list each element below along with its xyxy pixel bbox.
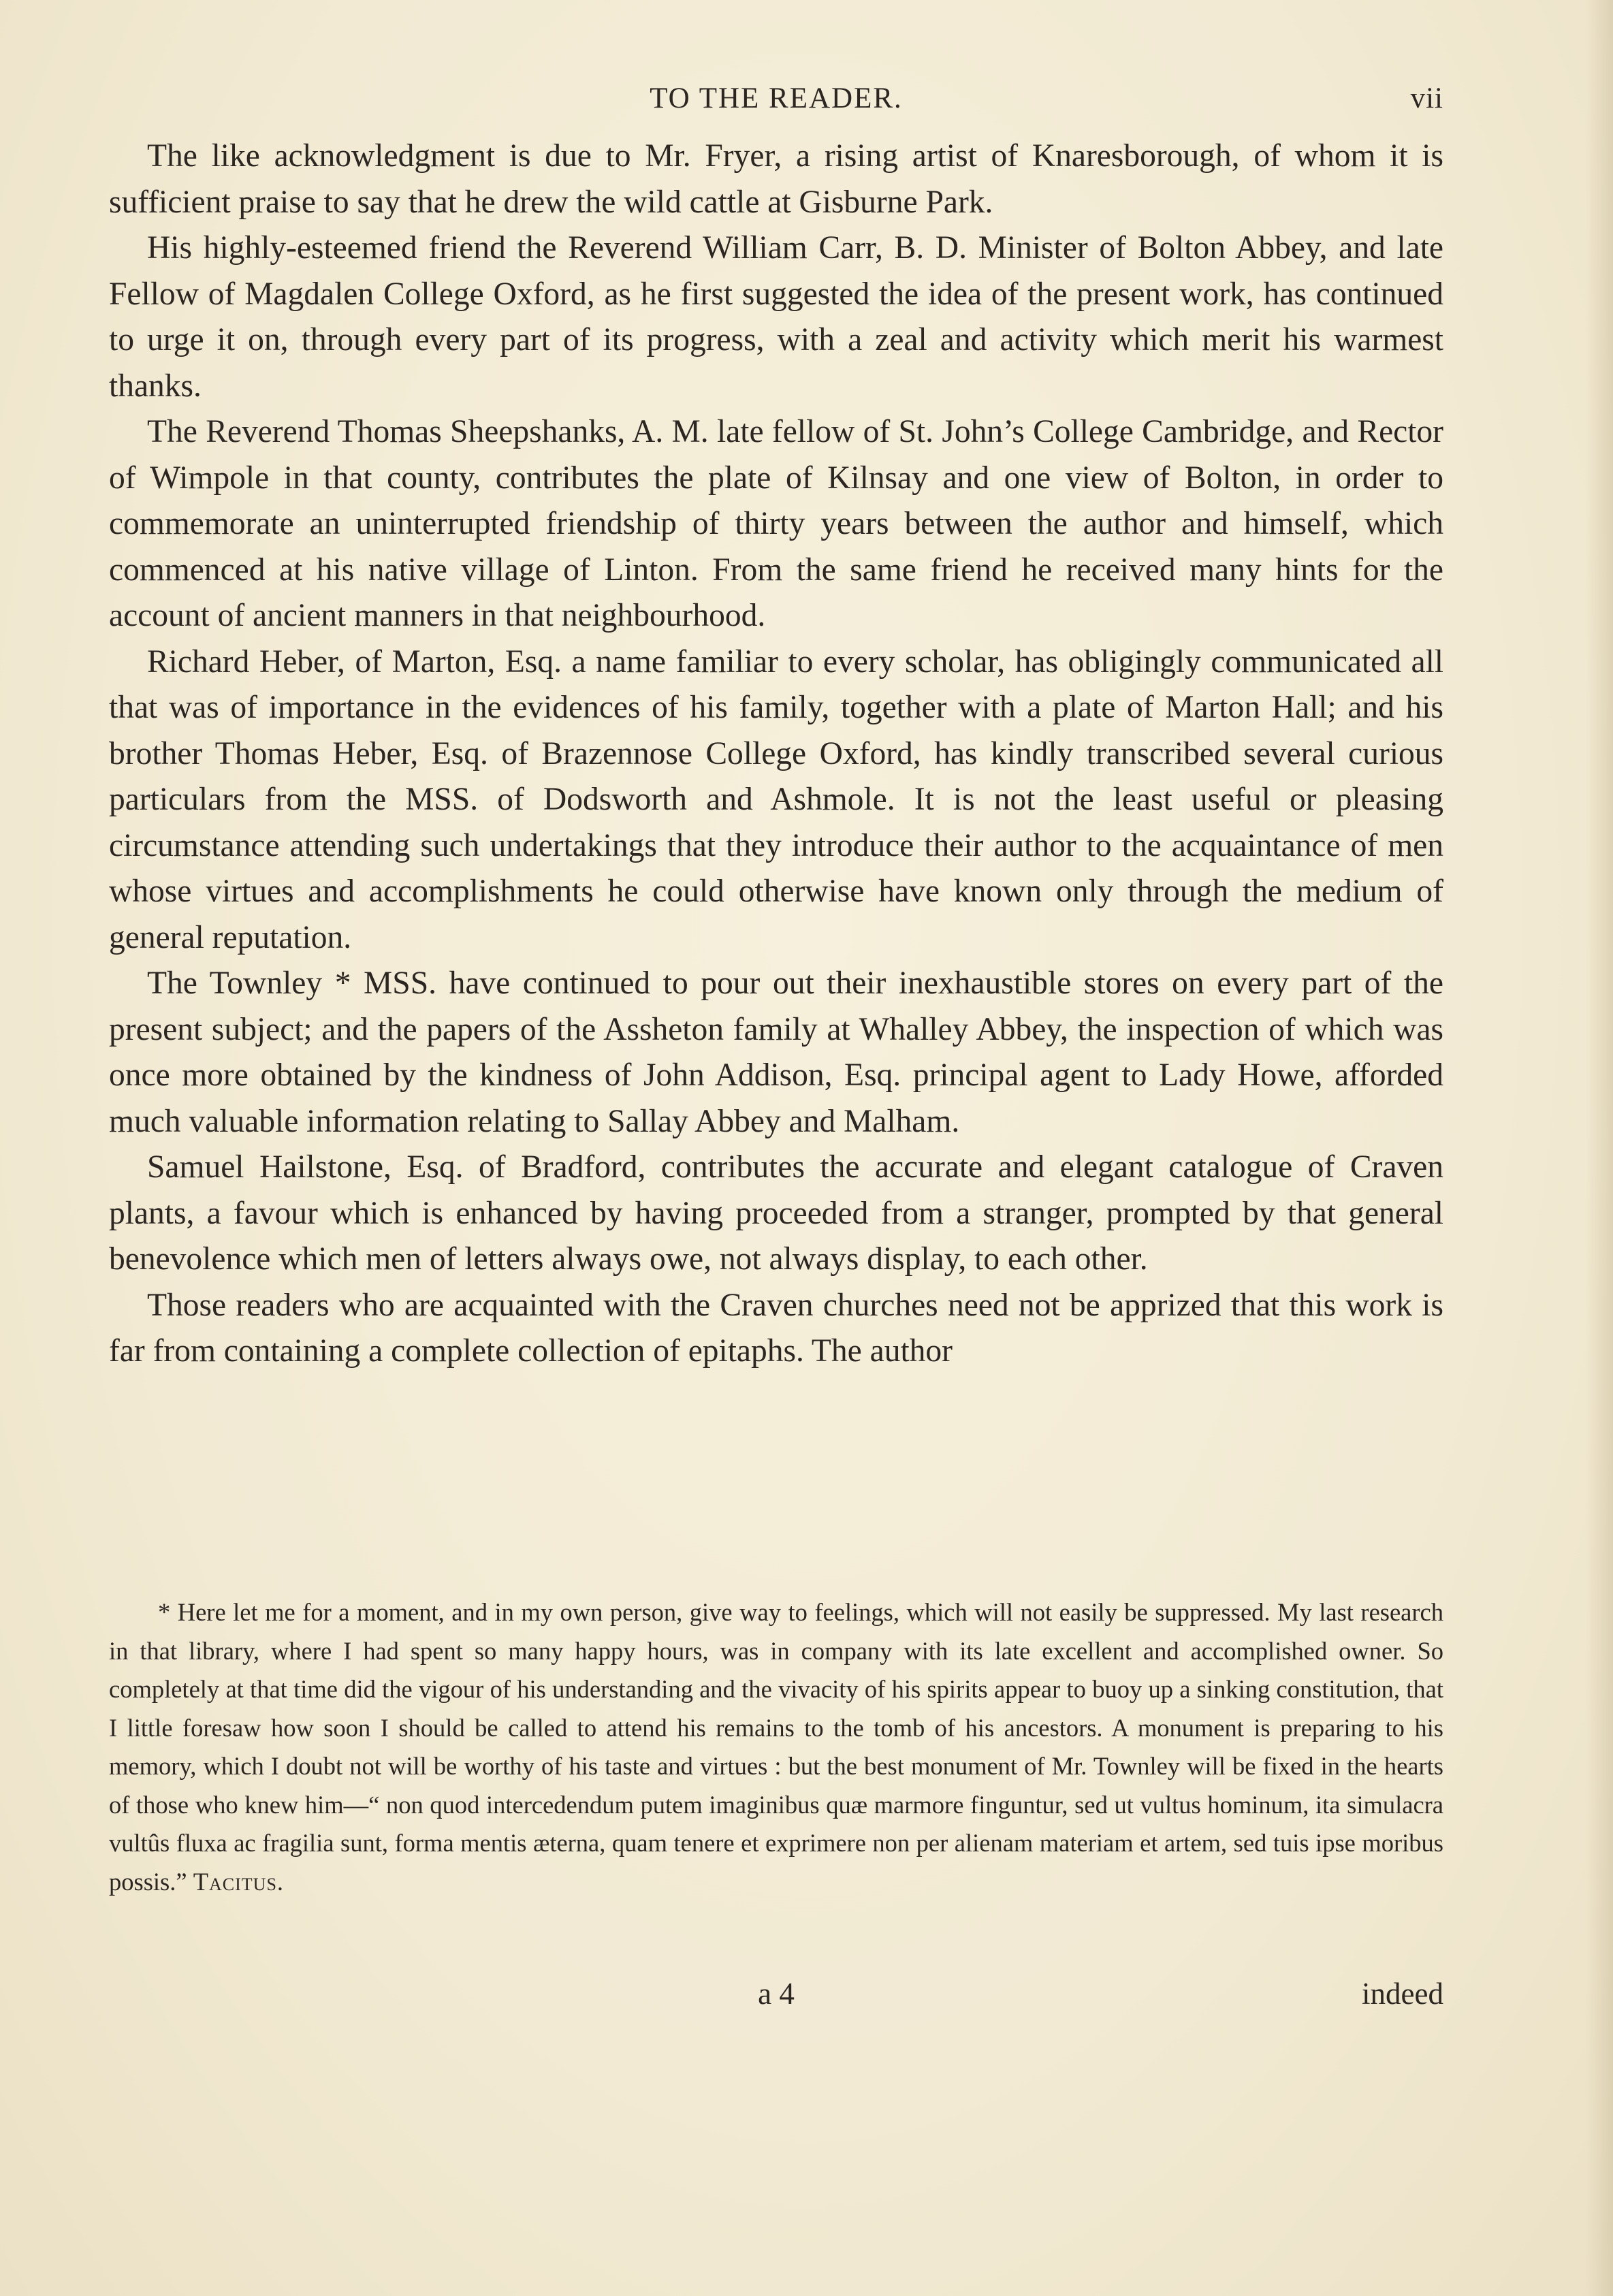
running-title: TO THE READER. [650,82,903,114]
paragraph: The Reverend Thomas Sheepshanks, A. M. late fellow of St. John’s College Cambridge, and Rector of Wimpole in that county, contributes the plate of Kilnsay and one view of Bolton, in order to commemorate an uninterrupted friendship of thirty years between the author and himself, which commenced at his native village of Linton. From the same friend he received many hints for the account of ancient manners in that neighbourhood. [109,414,1443,633]
page-footer [109,1973,1443,2017]
paragraph: Samuel Hailstone, Esq. of Bradford, contributes the accurate and elegant catalogue of Craven plants, a favour which is enhanced by having proceeded from a stranger, prompted by that general benevolence which men of letters always owe, not always display, to each other. [109,1149,1443,1277]
footnote [109,1593,1443,1901]
signature-mark: a 4 [758,1977,795,2011]
footnote-text: * Here let me for a moment, and in my own person, give way to feelings, which will not easily be suppressed. My last research in that library, where I had spent so many happy hours, was in company with its late excellent and accomplished owner. So completely at that time did the vigour of his understanding and the vivacity of his spirits appear to buoy up a sinking constitution, that I little foresaw how soon I should be called to attend his remains to the tomb of his ancestors. A monument is preparing to his memory, which I doubt not will be worthy of his taste and virtues : but the best monument of Mr. Townley will be fixed in the hearts of those who knew him—“ non quod intercedendum putem imaginibus quæ marmore finguntur, sed ut vultus hominum, ita simulacra vultûs fluxa ac fragilia sunt, forma mentis æterna, quam tenere et exprimere non per alienam materiam et artem, sed tuis ipse moribus possis.” [109,1598,1443,1896]
running-head [109,76,1443,124]
footnote-attribution: Tacitus. [193,1867,285,1896]
page-number: vii [1410,82,1443,114]
catchword: indeed [1362,1977,1443,2011]
footnote-block [109,1593,1443,1901]
paragraph: His highly-esteemed friend the Reverend William Carr, B. D. Minister of Bolton Abbey, and late Fellow of Magdalen College Oxford, as he first suggested the idea of the present work, has continued to urge it on, through every part of its progress, with a zeal and activity which merit his warmest thanks. [109,230,1443,404]
paragraph: The like acknowledgment is due to Mr. Fryer, a rising artist of Knaresborough, of whom it is sufficient praise to say that he drew the wild cattle at Gisburne Park. [109,138,1443,220]
paragraph: The Townley * MSS. have continued to pour out their inexhaustible stores on every part of the present subject; and the papers of the Assheton family at Whalley Abbey, the inspection of which was once more obtained by the kindness of John Addison, Esq. principal agent to Lady Howe, afforded much valuable information relating to Sallay Abbey and Malham. [109,966,1443,1139]
paragraph: Those readers who are acquainted with the Craven churches need not be apprized that this work is far from containing a complete collection of epitaphs. The author [109,1287,1443,1369]
page-edge-shadow [1586,0,1613,2296]
body-text [109,133,1443,1375]
paragraph: Richard Heber, of Marton, Esq. a name familiar to every scholar, has obligingly communicated all that was of importance in the evidences of his family, together with a plate of Marton Hall; and his brother Thomas Heber, Esq. of Brazennose College Oxford, has kindly transcribed several curious particulars from the MSS. of Dodsworth and Ashmole. It is not the least useful or pleasing circumstance attending such undertakings that they introduce their author to the acquaintance of men whose virtues and accomplishments he could otherwise have known only through the medium of general reputation. [109,643,1443,955]
